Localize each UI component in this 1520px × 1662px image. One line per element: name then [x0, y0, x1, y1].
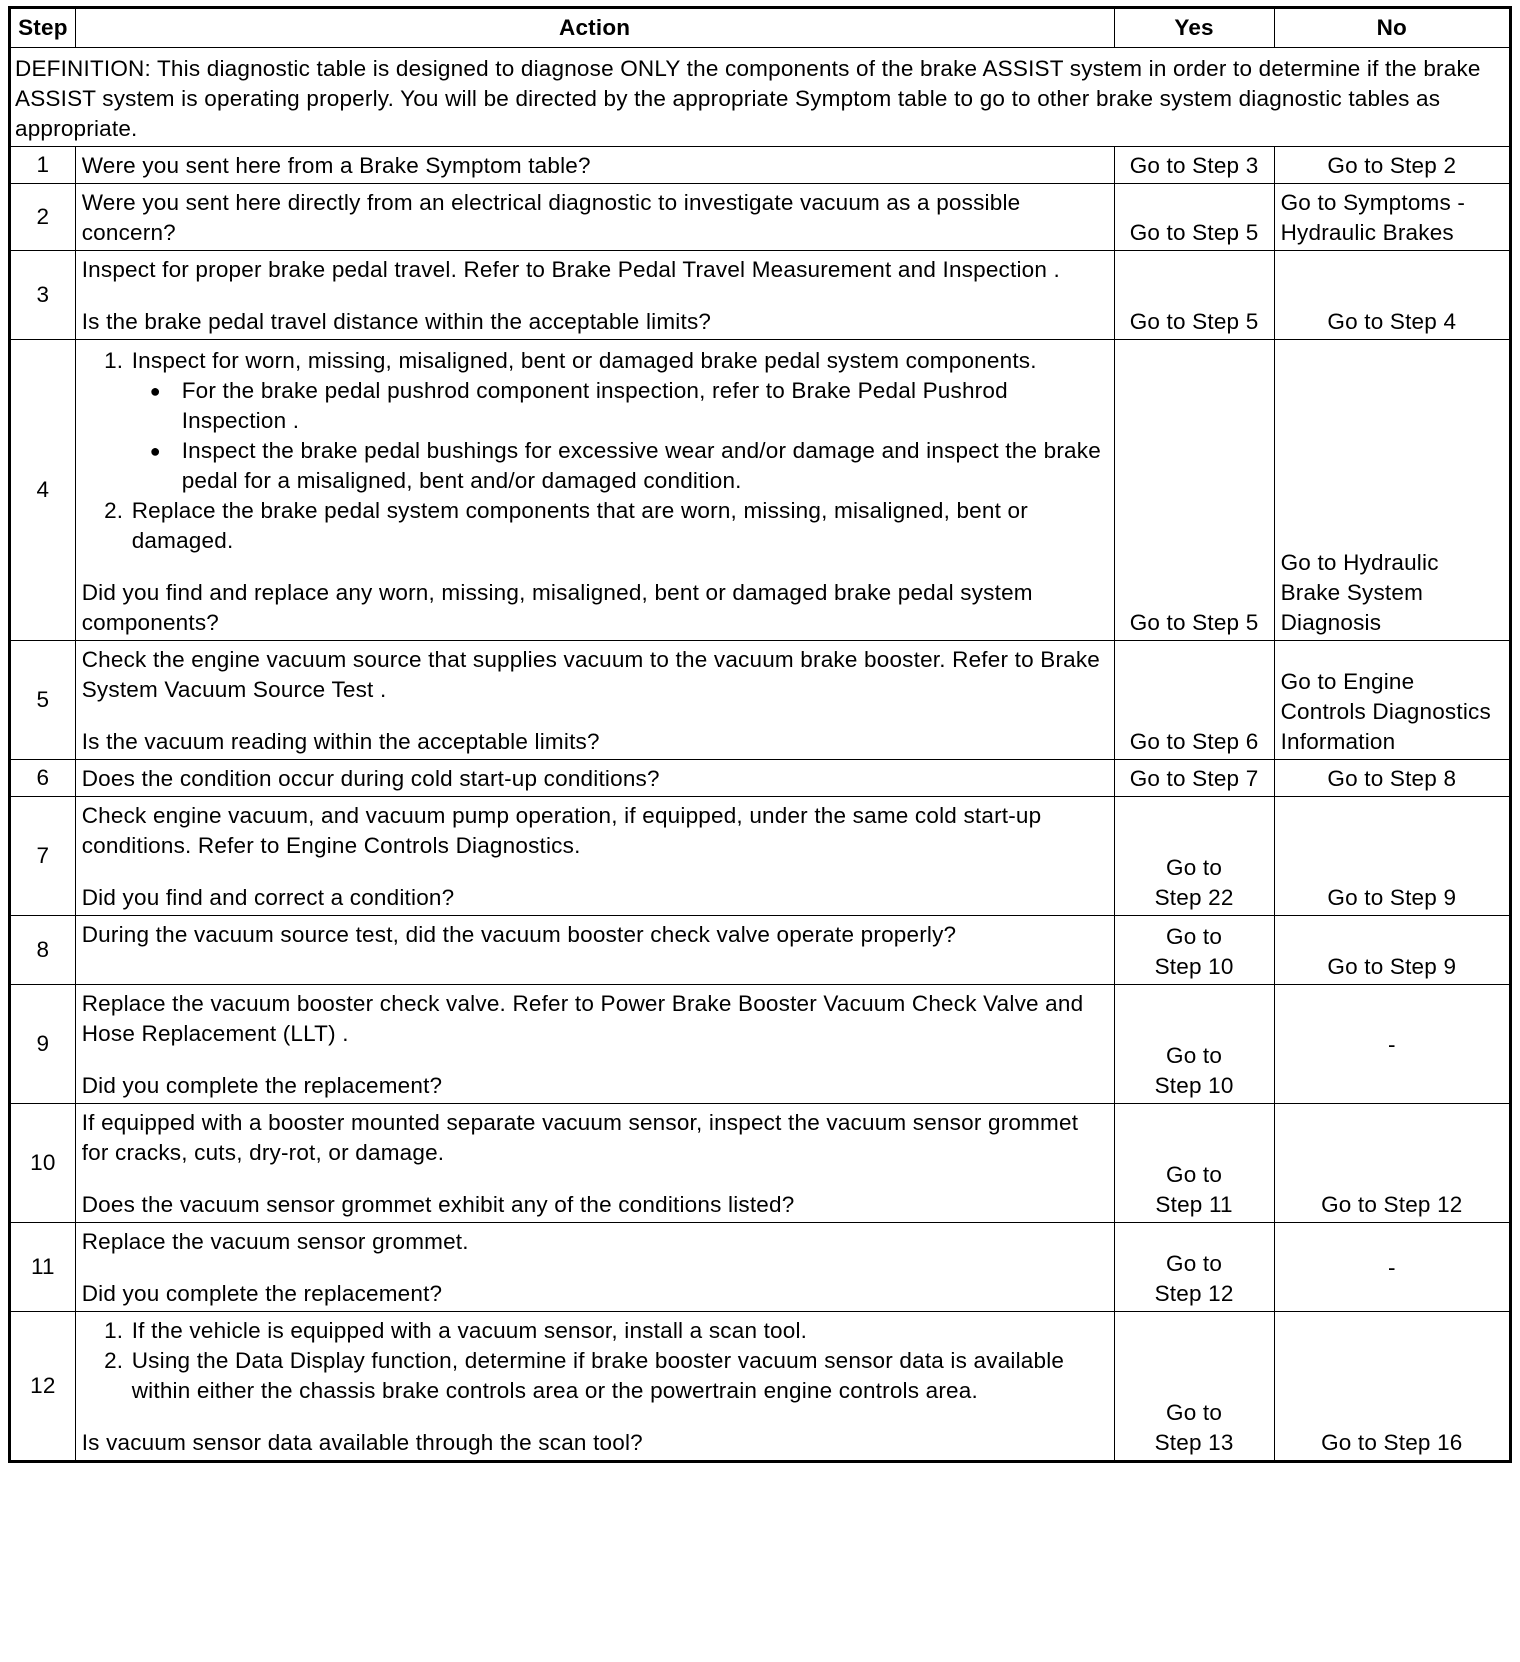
no-result: Go to Step 4: [1274, 251, 1510, 340]
action-text: Were you sent here from a Brake Symptom table?: [75, 147, 1114, 184]
step-number: 5: [10, 641, 76, 760]
step-number: 7: [10, 797, 76, 916]
no-result: Go to Step 8: [1274, 760, 1510, 797]
list-item-text: Inspect for worn, missing, misaligned, bent or damaged brake pedal system components.: [131, 348, 1037, 373]
definition-text: DEFINITION: This diagnostic table is designed to diagnose ONLY the components of the brake ASSIST system in order to determine if the brake ASSIST system is operating properly. You will be directed by the appropriate Symptom table to go to other brake system diagnostic tables as appropriate.: [10, 48, 1511, 147]
table-row: [10, 340, 1511, 641]
action-text: Does the condition occur during cold start-up conditions?: [75, 760, 1114, 797]
table-row: [10, 1312, 1511, 1462]
step-header: Step: [10, 8, 76, 48]
yes-result: Go to Step 10: [1114, 985, 1274, 1104]
yes-result: Go to Step 3: [1114, 147, 1274, 184]
action-question: Did you find and correct a condition?: [81, 885, 455, 910]
table-row: [10, 147, 1511, 184]
yes-result: Go to Step 5: [1114, 251, 1274, 340]
action-text: Check the engine vacuum source that supplies vacuum to the vacuum brake booster. Refer to Brake System Vacuum Source Test .: [81, 647, 1101, 702]
list-item: [130, 346, 1108, 496]
no-result: Go to Step 9: [1274, 916, 1510, 985]
bullet-item: ● For the brake pedal pushrod component inspection, refer to Brake Pedal Pushrod Inspection .: [182, 376, 1108, 436]
action-text: If equipped with a booster mounted separate vacuum sensor, inspect the vacuum sensor grommet for cracks, cuts, dry-rot, or damage.: [81, 1110, 1079, 1165]
action-question: Is the vacuum reading within the acceptable limits?: [81, 729, 600, 754]
no-result: -: [1274, 985, 1510, 1104]
table-row: [10, 985, 1511, 1104]
action-text: During the vacuum source test, did the vacuum booster check valve operate properly?: [75, 916, 1114, 985]
list-item-text: Replace the brake pedal system components that are worn, missing, misaligned, bent or damaged.: [131, 498, 1028, 553]
action-question: Did you complete the replacement?: [81, 1073, 443, 1098]
action-question: Does the vacuum sensor grommet exhibit any of the conditions listed?: [81, 1192, 795, 1217]
yes-result: Go to Step 7: [1114, 760, 1274, 797]
action-question: Did you find and replace any worn, missing, misaligned, bent or damaged brake pedal system components?: [81, 580, 1033, 635]
step-number: 1: [10, 147, 76, 184]
no-result: Go to Step 12: [1274, 1104, 1510, 1223]
yes-result: Go to Step 5: [1114, 184, 1274, 251]
action-header: Action: [75, 8, 1114, 48]
step-number: 10: [10, 1104, 76, 1223]
table-row: [10, 1223, 1511, 1312]
action-question: Did you complete the replacement?: [81, 1281, 443, 1306]
no-result: Go to Step 16: [1274, 1312, 1510, 1462]
action-question: Is vacuum sensor data available through the scan tool?: [81, 1430, 643, 1455]
bullet-item: ● Inspect the brake pedal bushings for excessive wear and/or damage and inspect the brake pedal for a misaligned, bent and/or damaged condition.: [182, 436, 1108, 496]
action-text: Replace the vacuum booster check valve. Refer to Power Brake Booster Vacuum Check Valve and Hose Replacement (LLT) .: [81, 991, 1084, 1046]
table-row: [10, 916, 1511, 985]
step-number: 3: [10, 251, 76, 340]
step-number: 2: [10, 184, 76, 251]
action-text: Replace the vacuum sensor grommet.: [81, 1229, 469, 1254]
diagnostic-table-page: [8, 6, 1512, 1463]
step-number: 11: [10, 1223, 76, 1312]
yes-result: Go to Step 5: [1114, 340, 1274, 641]
no-result: Go to Hydraulic Brake System Diagnosis: [1274, 340, 1510, 641]
step-number: 6: [10, 760, 76, 797]
table-row: [10, 251, 1511, 340]
step-number: 12: [10, 1312, 76, 1462]
yes-result: Go to Step 12: [1114, 1223, 1274, 1312]
yes-result: Go to Step 13: [1114, 1312, 1274, 1462]
yes-header: Yes: [1114, 8, 1274, 48]
yes-result: Go to Step 11: [1114, 1104, 1274, 1223]
table-row: [10, 1104, 1511, 1223]
step-number: 9: [10, 985, 76, 1104]
list-item: 2. Using the Data Display function, determine if brake booster vacuum sensor data is available within either the chassis brake controls area or the powertrain engine controls area.: [130, 1346, 1108, 1406]
no-result: -: [1274, 1223, 1510, 1312]
yes-result: Go to Step 22: [1114, 797, 1274, 916]
no-result: Go to Symptoms - Hydraulic Brakes: [1274, 184, 1510, 251]
step-number: 4: [10, 340, 76, 641]
yes-result: Go to Step 6: [1114, 641, 1274, 760]
action-list: [82, 1316, 1108, 1406]
action-question: Is the brake pedal travel distance within the acceptable limits?: [81, 309, 712, 334]
action-text: Check engine vacuum, and vacuum pump operation, if equipped, under the same cold start-up conditions. Refer to Engine Controls Diagnostics.: [81, 803, 1042, 858]
table-row: [10, 760, 1511, 797]
definition-row: [10, 48, 1511, 147]
step-number: 8: [10, 916, 76, 985]
no-result: Go to Engine Controls Diagnostics Information: [1274, 641, 1510, 760]
no-result: Go to Step 9: [1274, 797, 1510, 916]
table-row: [10, 641, 1511, 760]
table-row: [10, 184, 1511, 251]
action-list: [82, 346, 1108, 556]
diagnostic-table: [8, 6, 1512, 1463]
header-row: [10, 8, 1511, 48]
no-result: Go to Step 2: [1274, 147, 1510, 184]
bullet-list: [132, 376, 1108, 496]
no-header: No: [1274, 8, 1510, 48]
yes-result: Go to Step 10: [1114, 916, 1274, 985]
list-item: [130, 496, 1108, 556]
action-text: Inspect for proper brake pedal travel. Refer to Brake Pedal Travel Measurement and Inspection .: [81, 257, 1060, 282]
table-row: [10, 797, 1511, 916]
action-text: Were you sent here directly from an electrical diagnostic to investigate vacuum as a possible concern?: [75, 184, 1114, 251]
list-item: 1. If the vehicle is equipped with a vacuum sensor, install a scan tool.: [130, 1316, 1108, 1346]
